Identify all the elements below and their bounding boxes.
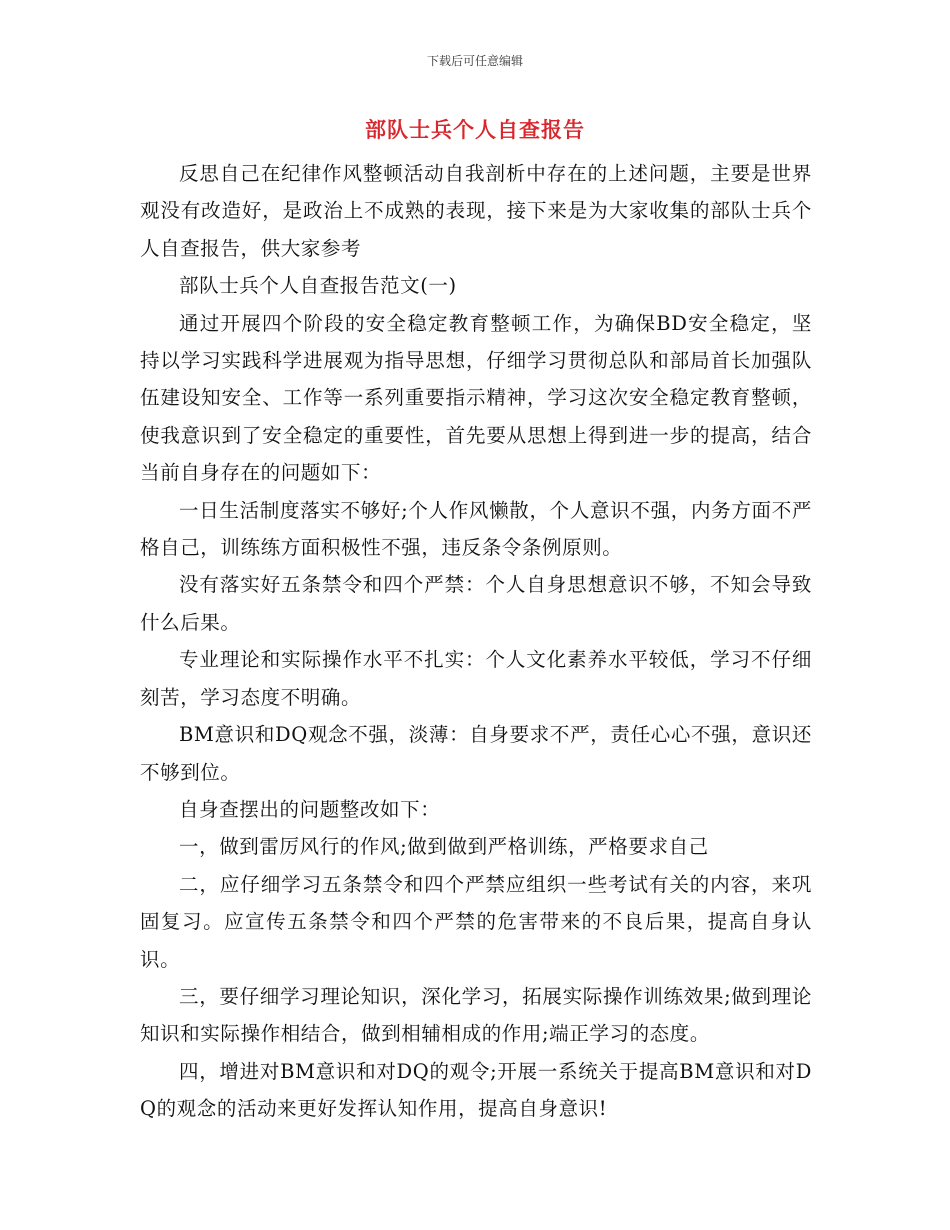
header-note: 下载后可任意编辑 <box>426 54 523 68</box>
paragraph: 一，做到雷厉风行的作风;做到做到严格训练，严格要求自己 <box>179 835 709 859</box>
paragraph: 二，应仔细学习五条禁令和四个严禁应组织一些考试有关的内容，来巩固复习。应宣传五条禁令和四个严禁的危害带来的不良后果，提高自身认识。 <box>140 872 812 971</box>
paragraph-intro: 反思自己在纪律作风整顿活动自我剖析中存在的上述问题，主要是世界观没有改造好，是政治上不成熟的表现，接下来是为大家收集的部队士兵个人自查报告，供大家参考 <box>140 162 812 260</box>
document-title: 部队士兵个人自查报告 <box>365 117 585 142</box>
paragraph: 一日生活制度落实不够好;个人作风懒散，个人意识不强，内务方面不严格自己，训练练方面积极性不强，违反条令条例原则。 <box>140 498 812 560</box>
paragraph: 没有落实好五条禁令和四个严禁：个人自身思想意识不够，不知会导致什么后果。 <box>140 573 812 634</box>
paragraph: 通过开展四个阶段的安全稳定教育整顿工作，为确保BD安全稳定，坚持以学习实践科学进展观为指导思想，仔细学习贯彻总队和部局首长加强队伍建设知安全、工作等一系列重要指示精神，学习这次安全稳定教育整顿，使我意识到了安全稳定的重要性，首先要从思想上得到进一步的提高，结合当前自身存在的问题如下： <box>140 311 812 485</box>
paragraph: 自身查摆出的问题整改如下： <box>179 797 441 821</box>
document-body <box>140 155 812 1128</box>
paragraph: BM意识和DQ观念不强，淡薄：自身要求不严，责任心心不强，意识还不够到位。 <box>140 723 812 784</box>
paragraph: 专业理论和实际操作水平不扎实：个人文化素养水平较低，学习不仔细刻苦，学习态度不明确。 <box>140 648 812 709</box>
paragraph: 三，要仔细学习理论知识，深化学习，拓展实际操作训练效果;做到理论知识和实际操作相结合，做到相辅相成的作用;端正学习的态度。 <box>140 984 812 1046</box>
paragraph-subtitle: 部队士兵个人自查报告范文(一) <box>179 274 457 298</box>
paragraph: 四，增进对BM意识和对DQ的观令;开展一系统关于提高BM意识和对DQ的观念的活动来更好发挥认知作用，提高自身意识! <box>140 1059 812 1121</box>
